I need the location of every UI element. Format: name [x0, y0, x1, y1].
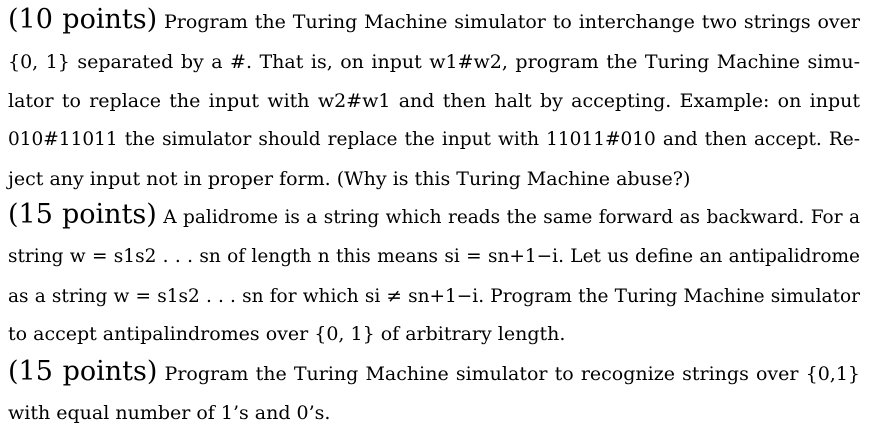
- problem-2-text-1: A palidrome is a string which reads the same forward as backward. For a: [163, 207, 860, 228]
- problem-2-line-4: to accept antipalindromes over {0, 1} of arbitrary length.: [8, 323, 566, 345]
- problem-3-text-1: Program the Turing Machine simulator to recognize strings over {0,1}: [164, 363, 860, 385]
- problem-3-line-2: with equal number of 1’s and 0’s.: [8, 402, 331, 424]
- problem-3-points: (15 points): [8, 356, 158, 387]
- problem-2-line-2: string w = s1s2 . . . sn of length n this means si = sn+1−i. Let us define an antipalidrome: [8, 246, 860, 267]
- problem-1-line-4: 010#11011 the simulator should replace the input with 11011#010 and then accept. Re-: [8, 129, 860, 150]
- problem-3-line-1: [8, 356, 860, 387]
- problem-1-line-1: [8, 4, 860, 35]
- problem-2-line-3: as a string w = s1s2 . . . sn for which si ≠ sn+1−i. Program the Turing Machine simulator: [8, 286, 860, 307]
- problem-1-line-3: lator to replace the input with w2#w1 and then halt by accepting. Example: on input: [8, 90, 860, 112]
- problem-2-points: (15 points): [8, 199, 157, 230]
- problem-1-text-1: Program the Turing Machine simulator to interchange two strings over: [164, 11, 860, 33]
- problem-2-line-1: [8, 199, 860, 230]
- problem-1-line-5: ject any input not in proper form. (Why is this Turing Machine abuse?): [8, 168, 691, 190]
- problem-1-line-2: {0, 1} separated by a #. That is, on input w1#w2, program the Turing Machine simu-: [8, 51, 860, 73]
- problem-1-points: (10 points): [8, 4, 158, 35]
